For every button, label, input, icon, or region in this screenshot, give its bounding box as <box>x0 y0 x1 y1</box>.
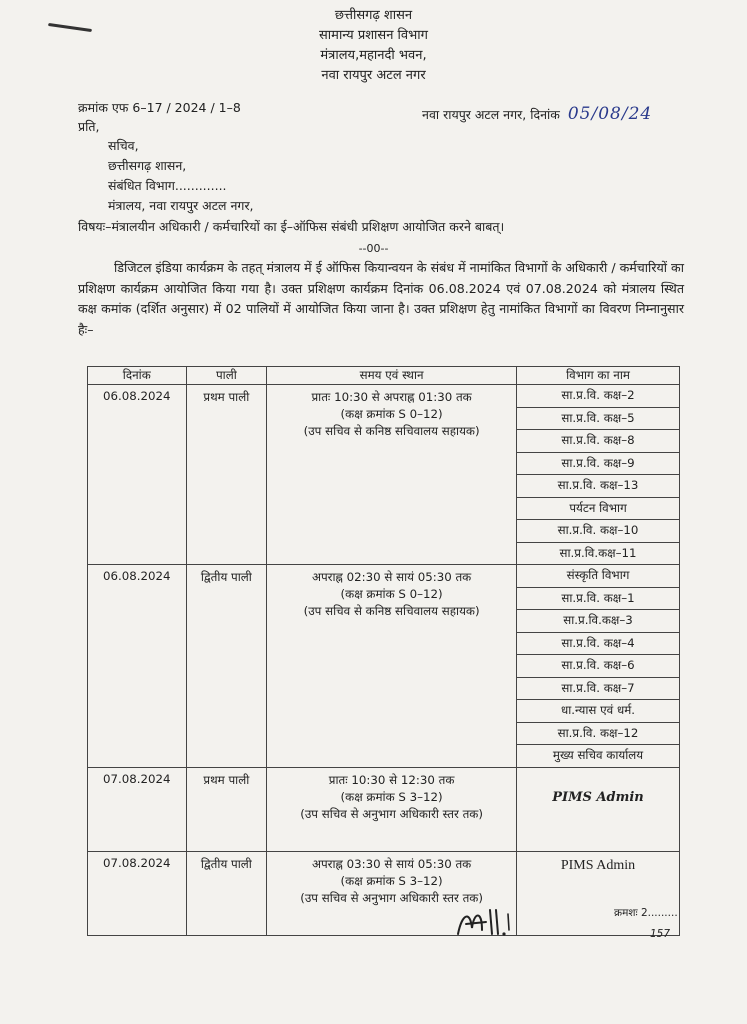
list-item: सा.प्र.वि. कक्ष–10 <box>517 520 679 543</box>
separator: --00-- <box>358 242 389 255</box>
signature-mark <box>452 904 522 944</box>
training-schedule-table <box>87 366 680 936</box>
addressee-line-1: सचिव, <box>108 138 139 153</box>
header-shift: पाली <box>186 367 267 385</box>
row-time: प्रातः 10:30 से अपराह्न 01:30 तक <box>311 390 472 404</box>
row-date: 07.08.2024 <box>103 855 171 870</box>
row-room: (कक्ष क्रमांक S 0–12) <box>340 407 443 421</box>
list-item: संस्कृति विभाग <box>517 565 679 588</box>
addressee-line-2: छत्तीसगढ़ शासन, <box>108 158 187 173</box>
table-row <box>88 767 680 851</box>
list-item: सा.प्र.वि. कक्ष–9 <box>517 453 679 476</box>
addressee-line-3: संबंधित विभाग............. <box>108 178 227 193</box>
list-item: सा.प्र.वि. कक्ष–6 <box>517 655 679 678</box>
department-list <box>517 385 680 565</box>
row-shift: द्वितीय पाली <box>200 856 252 871</box>
list-item: धा.न्यास एवं धर्म. <box>517 700 679 723</box>
handwritten-date: 05/08/24 <box>567 104 653 124</box>
list-item: सा.प्र.वि. कक्ष–12 <box>517 723 679 746</box>
list-item: सा.प्र.वि.कक्ष–3 <box>517 610 679 633</box>
row-room: (कक्ष क्रमांक S 3–12) <box>340 873 443 888</box>
row-date: 07.08.2024 <box>103 771 171 786</box>
header-time-place: समय एवं स्थान <box>267 367 517 385</box>
row-shift: प्रथम पाली <box>203 772 250 787</box>
reference-number: क्रमांक एफ 6–17 / 2024 / 1–8 <box>78 100 241 115</box>
letterhead <box>0 6 747 86</box>
list-item: सा.प्र.वि. कक्ष–1 <box>517 588 679 611</box>
department-list <box>517 565 680 768</box>
table-row <box>88 385 680 565</box>
list-item: सा.प्र.वि. कक्ष–7 <box>517 678 679 701</box>
subject-line: विषयः–मंत्रालयीन अधिकारी / कर्मचारियों का ई–ऑफिस संबंधी प्रशिक्षण आयोजित करने बाबत्। <box>78 219 505 234</box>
row-date: 06.08.2024 <box>103 569 171 583</box>
govt-name: छत्तीसगढ़ शासन <box>334 8 413 23</box>
list-item: सा.प्र.वि. कक्ष–8 <box>517 430 679 453</box>
table-header-row <box>88 367 680 385</box>
city-name: नवा रायपुर अटल नगर <box>321 68 426 83</box>
row-level: (उप सचिव से अनुभाग अधिकारी स्तर तक) <box>300 806 483 821</box>
row-time: प्रातः 10:30 से 12:30 तक <box>328 772 455 787</box>
row-shift: द्वितीय पाली <box>200 570 252 584</box>
department-name: सामान्य प्रशासन विभाग <box>319 28 428 43</box>
list-item: सा.प्र.वि. कक्ष–2 <box>517 385 679 408</box>
table-row <box>88 565 680 768</box>
row-date: 06.08.2024 <box>103 389 171 403</box>
row-level: (उप सचिव से अनुभाग अधिकारी स्तर तक) <box>300 890 483 905</box>
list-item: सा.प्र.वि. कक्ष–5 <box>517 408 679 431</box>
building-name: मंत्रालय,महानदी भवन, <box>320 48 427 63</box>
row-time: अपराह्न 02:30 से सायं 05:30 तक <box>311 570 472 584</box>
page-number: 157 <box>650 928 671 940</box>
row-room: (कक्ष क्रमांक S 0–12) <box>340 587 443 601</box>
row-time: अपराह्न 03:30 से सायं 05:30 तक <box>311 856 472 871</box>
row-room: (कक्ष क्रमांक S 3–12) <box>340 789 443 804</box>
list-item: सा.प्र.वि. कक्ष–4 <box>517 633 679 656</box>
header-department: विभाग का नाम <box>517 367 680 385</box>
prati-label: प्रति, <box>78 119 100 134</box>
body-paragraph: डिजिटल इंडिया कार्यक्रम के तहत् मंत्रालय में ई ऑफिस कियान्वयन के संबंध में नामांकित विभागों के अधिकारी / कर्मचारियों का प्रशिक्षण कार्यक्रम आयोजित किया गया है। उक्त प्रशिक्षण कार्यक्रम दिनांक 06.08.2024 एवं 07.08.2024 को मंत्रालय स्थित कक्ष कमांक (दर्शित अनुसार) में 02 पालियों में आयोजित किया जाना है। उक्त प्रशिक्षण हेतु नामांकित विभागों का विवरण निम्नानुसार हैः– <box>78 260 684 337</box>
printed-pims-admin: PIMS Admin <box>560 857 636 873</box>
header-date: दिनांक <box>88 367 187 385</box>
continued-note: क्रमशः 2......... <box>614 907 678 919</box>
row-shift: प्रथम पाली <box>203 390 250 404</box>
list-item: मुख्य सचिव कार्यालय <box>552 748 644 762</box>
list-item: पर्यटन विभाग <box>517 498 679 521</box>
addressee-line-4: मंत्रालय, नवा रायपुर अटल नगर, <box>108 198 254 213</box>
row-level: (उप सचिव से कनिष्ठ सचिवालय सहायक) <box>303 604 480 618</box>
place-date-label: नवा रायपुर अटल नगर, दिनांक <box>422 107 560 122</box>
handwritten-pims-admin: PIMS Admin <box>552 789 644 805</box>
row-level: (उप सचिव से कनिष्ठ सचिवालय सहायक) <box>303 424 480 438</box>
place-date <box>422 104 652 124</box>
table-row <box>88 851 680 935</box>
list-item: सा.प्र.वि. कक्ष–13 <box>517 475 679 498</box>
list-item: सा.प्र.वि.कक्ष–11 <box>559 545 637 560</box>
